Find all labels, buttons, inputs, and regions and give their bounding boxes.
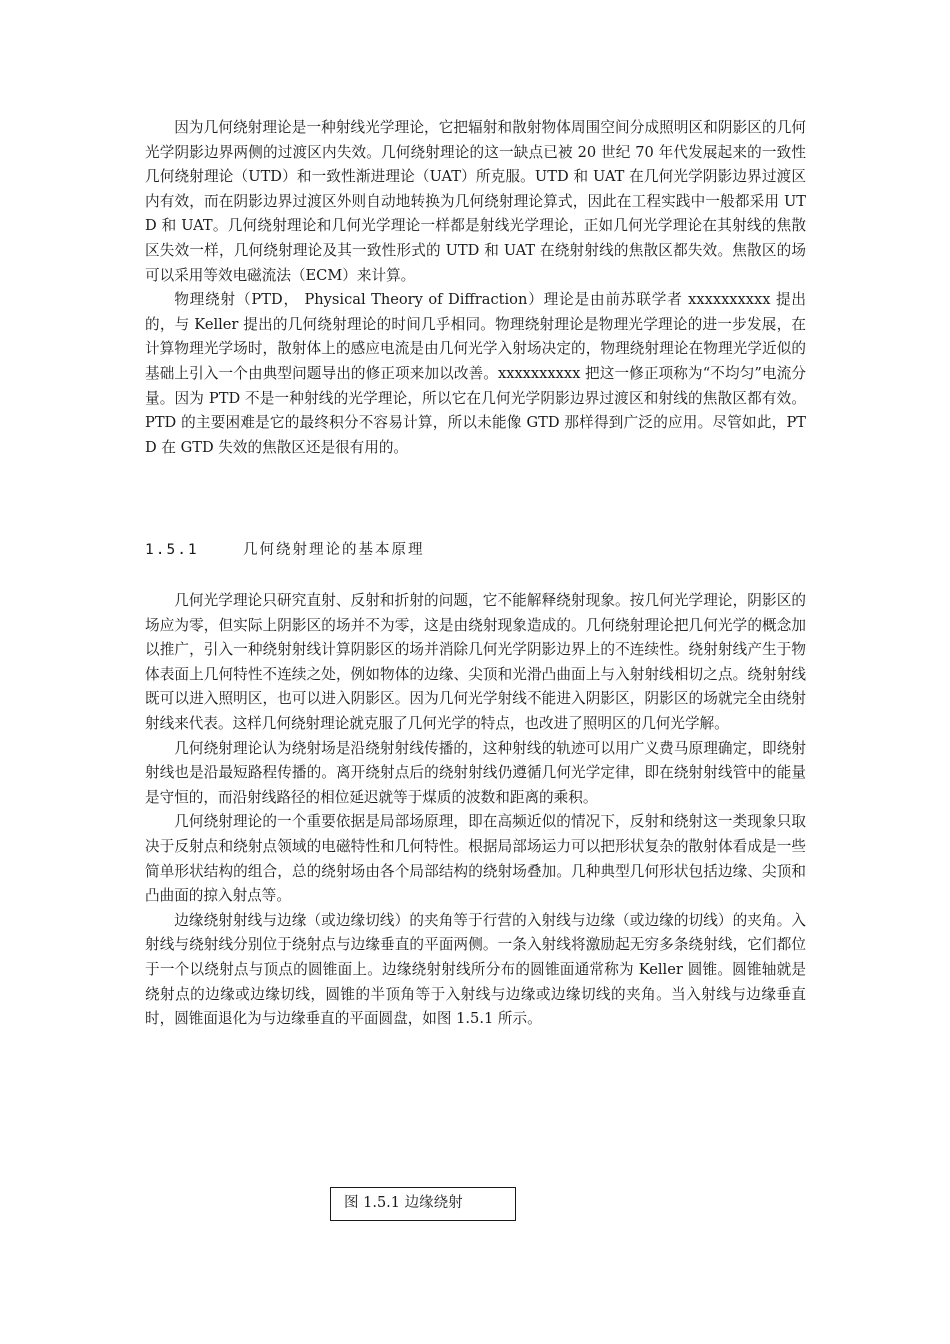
paragraph-utd-uat: 因为几何绕射理论是一种射线光学理论，它把辐射和散射物体周围空间分成照明区和阴影区的几何光学阴影边界两侧的过渡区内失效。几何绕射理论的这一缺点已被 20 世纪 70 年代发展起来的一致性几何绕射理论（UTD）和一致性渐进理论（UAT）所克服。UTD 和 UAT 在几何光学阴影边界过渡区内有效，而在阴影边界过渡区外则自动地转换为几何绕射理论算式，因此在工程实践中一般都采用 UTD 和 UAT。几何绕射理论和几何光学理论一样都是射线光学理论，正如几何光学理论在其射线的焦散区失效一样，几何绕射理论及其一致性形式的 UTD 和 UAT 在绕射射线的焦散区都失效。焦散区的场可以采用等效电磁流法（ECM）来计算。 [145,119,806,284]
section-heading [145,539,425,561]
section-number: 1.5.1 [145,542,199,558]
paragraph-local-field: 几何绕射理论的一个重要依据是局部场原理，即在高频近似的情况下，反射和绕射这一类现象只取决于反射点和绕射点领域的电磁特性和几何特性。根据局部场运力可以把形状复杂的散射体看成是一些简单形状结构的组合，总的绕射场由各个局部结构的绕射场叠加。几种典型几何形状包括边缘、尖顶和凸曲面的掠入射点等。 [145,813,806,905]
paragraph-ptd: 物理绕射（PTD， Physical Theory of Diffraction）理论是由前苏联学者 xxxxxxxxxx 提出的，与 Keller 提出的几何绕射理论的时间几乎相同。物理绕射理论是物理光学理论的进一步发展，在计算物理光学场时，散射体上的感应电流是由几何光学入射场决定的，物理绕射理论在物理光学近似的基础上引入一个由典型问题导出的修正项来加以改善。xxxxxxxxxx 把这一修正项称为“不均匀”电流分量。因为 PTD 不是一种射线的光学理论，所以它在几何光学阴影边界过渡区和射线的焦散区都有效。PTD 的主要困难是它的最终积分不容易计算，所以未能像 GTD 那样得到广泛的应用。尽管如此，PTD 在 GTD 失效的焦散区还是很有用的。 [145,291,806,456]
section-title: 几何绕射理论的基本原理 [243,542,425,558]
figure-caption: 图 1.5.1 边缘绕射 [330,1187,516,1221]
paragraph-fermat-principle: 几何绕射理论认为绕射场是沿绕射射线传播的，这种射线的轨迹可以用广义费马原理确定，即绕射射线也是沿最短路程传播的。离开绕射点后的绕射射线仍遵循几何光学定律，即在绕射射线管中的能量是守恒的，而沿射线路径的相位延迟就等于煤质的波数和距离的乘积。 [145,739,806,806]
paragraph-geometric-optics: 几何光学理论只研究直射、反射和折射的问题，它不能解释绕射现象。按几何光学理论，阴影区的场应为零，但实际上阴影区的场并不为零，这是由绕射现象造成的。几何绕射理论把几何光学的概念加以推广，引入一种绕射射线计算阴影区的场并消除几何光学阴影边界上的不连续性。绕射射线产生于物体表面上几何特性不连续之处，例如物体的边缘、尖顶和光滑凸曲面上与入射射线相切之点。绕射射线既可以进入照明区，也可以进入阴影区。因为几何光学射线不能进入阴影区，阴影区的场就完全由绕射射线来代表。这样几何绕射理论就克服了几何光学的特点，也改进了照明区的几何光学解。 [145,592,806,732]
text-block-principles [145,589,806,1032]
text-block-intro [145,116,806,460]
paragraph-keller-cone: 边缘绕射射线与边缘（或边缘切线）的夹角等于行营的入射线与边缘（或边缘的切线）的夹角。入射线与绕射线分别位于绕射点与边缘垂直的平面两侧。一条入射线将激励起无穷多条绕射线，它们都位于一个以绕射点与顶点的圆锥面上。边缘绕射射线所分布的圆锥面通常称为 Keller 圆锥。圆锥轴就是绕射点的边缘或边缘切线，圆锥的半顶角等于入射线与边缘或边缘切线的夹角。当入射线与边缘垂直时，圆锥面退化为与边缘垂直的平面圆盘，如图 1.5.1 所示。 [145,911,806,1028]
